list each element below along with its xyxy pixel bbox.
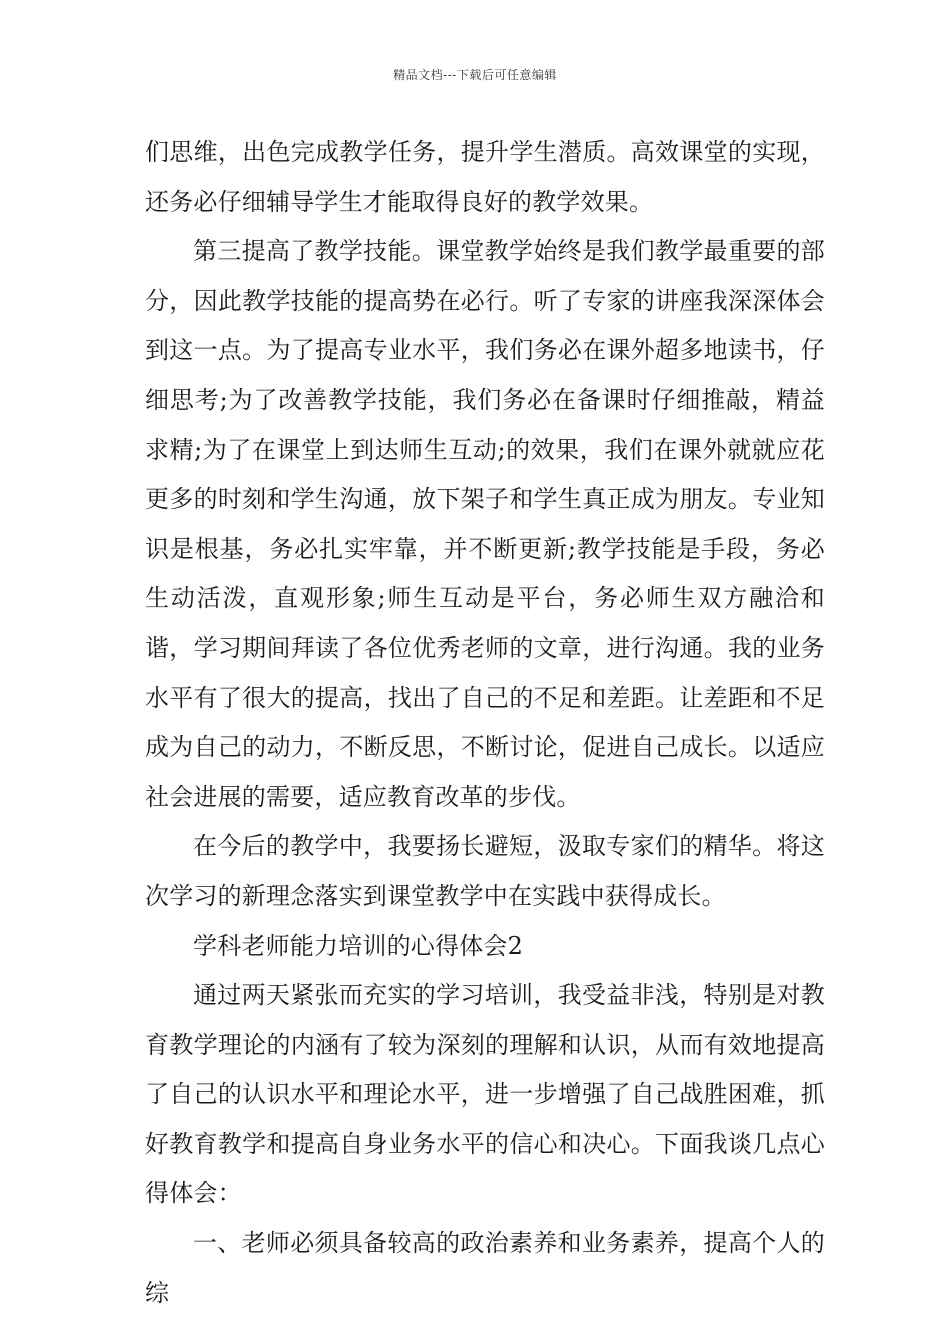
paragraph-teaching-skills: 第三提高了教学技能。课堂教学始终是我们教学最重要的部分，因此教学技能的提高势在必行。听了专家的讲座我深深体会到这一点。为了提高专业水平，我们务必在课外超多地读书，仔细思考;为了改善教学技能，我们务必在备课时仔细推敲，精益求精;为了在课堂上到达师生互动;的效果，我们在课外就就应花更多的时刻和学生沟通，放下架子和学生真正成为朋友。专业知识是根基，务必扎实牢靠，并不断更新;教学技能是手段，务必生动活泼，直观形象;师生互动是平台，务必师生双方融洽和谐，学习期间拜读了各位优秀老师的文章，进行沟通。我的业务水平有了很大的提高，找出了自己的不足和差距。让差距和不足成为自己的动力，不断反思，不断讨论，促进自己成长。以适应社会进展的需要，适应教育改革的步伐。 [145,237,825,811]
section-title: 学科老师能力培训的心得体会2 [193,931,524,960]
paragraph-point-one: 一、老师必须具备较高的政治素养和业务素养，提高个人的综 [145,1229,825,1307]
paragraph-continuation: 们思维，出色完成教学任务，提升学生潜质。高效课堂的实现，还务必仔细辅导学生才能取得良好的教学效果。 [145,138,825,216]
document-body [145,128,825,1318]
paragraph-training-intro: 通过两天紧张而充实的学习培训，我受益非浅，特别是对教育教学理论的内涵有了较为深刻的理解和认识，从而有效地提高了自己的认识水平和理论水平，进一步增强了自己战胜困难，抓好教育教学和提高自身业务水平的信心和决心。下面我谈几点心得体会： [145,981,825,1208]
page-header: 精品文档---下载后可任意编辑 [393,68,557,82]
paragraph-future-teaching: 在今后的教学中，我要扬长避短，汲取专家们的精华。将这次学习的新理念落实到课堂教学中在实践中获得成长。 [145,832,825,910]
